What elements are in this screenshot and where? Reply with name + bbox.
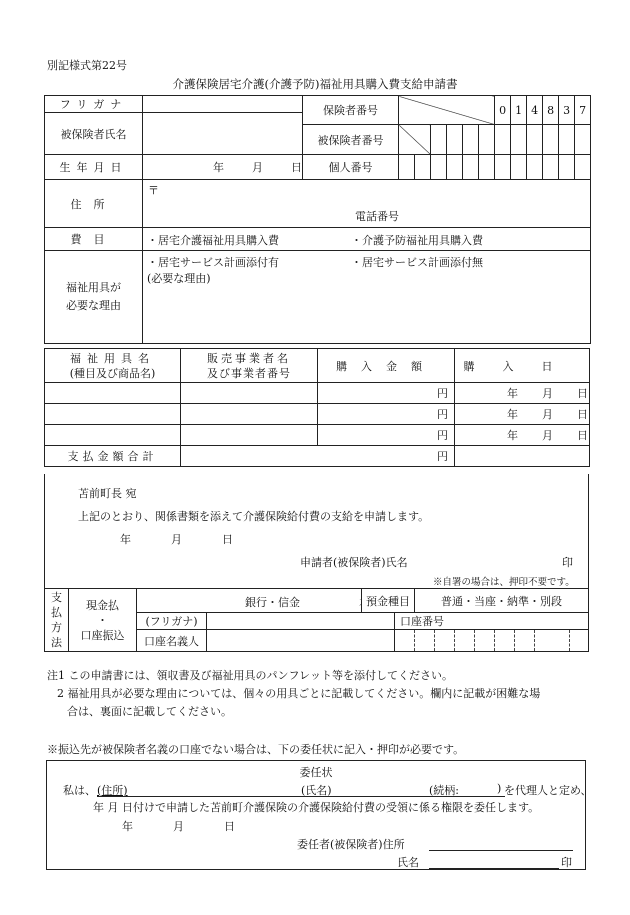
item-name-cell[interactable] (45, 425, 181, 446)
delegator-seal: 印 (561, 856, 572, 869)
reason-option-2[interactable]: ・居宅サービス計画添付無 (351, 256, 483, 269)
phone-label: 電話番号 (355, 210, 399, 223)
col-amount: 購入金額 (318, 349, 455, 383)
applicant-name-label: 申請者(被保険者)氏名 (300, 556, 408, 569)
signature-note: ※自署の場合は、押印不要です。 (433, 577, 575, 588)
delegator-address-label: 委任者(被保険者)住所 (297, 838, 405, 851)
furigana-label: フリガナ (45, 96, 143, 113)
applicant-table (44, 95, 591, 344)
vendor-cell[interactable] (181, 425, 318, 446)
table-row (45, 383, 590, 404)
individual-number-label: 個人番号 (303, 155, 399, 180)
proxy-name-label: (氏名) (301, 784, 332, 797)
payment-table (44, 588, 589, 652)
address-field[interactable] (143, 180, 591, 228)
payment-method-label: 支払方法 (45, 589, 69, 652)
proxy-line-2: 年 月 日付けで申請した苫前町介護保険の介護保険給付費の受領に係る権限を委任します。 (93, 801, 540, 814)
account-digit[interactable] (515, 630, 535, 652)
account-digit[interactable] (455, 630, 475, 652)
postal-mark: 〒 (148, 184, 159, 197)
amount-cell[interactable]: 円 (318, 383, 455, 404)
proxy-address-line[interactable] (97, 796, 289, 797)
note-2b: 合は、裏面に記載してください。 (67, 705, 232, 718)
proxy-line-prefix: 私は、 (63, 784, 96, 797)
insurer-number-slash (399, 96, 495, 125)
date-cell[interactable]: 年 月 日 (455, 425, 590, 446)
col-item-name: 福祉用具名 (種目及び商品名) (45, 349, 181, 383)
account-holder-field[interactable] (207, 630, 395, 652)
proxy-date[interactable]: 年 月 日 (122, 820, 235, 833)
insured-name-field[interactable] (143, 113, 303, 155)
insured-number-label: 被保険者番号 (303, 125, 399, 155)
reason-note: (必要な理由) (147, 272, 211, 285)
bank-field[interactable] (137, 589, 362, 613)
category-option-2[interactable]: ・介護予防福祉用具購入費 (351, 234, 483, 247)
table-row (45, 425, 590, 446)
reason-field[interactable] (143, 251, 591, 344)
insurer-digit-2: 1 (511, 96, 527, 125)
account-digit[interactable] (495, 630, 515, 652)
items-table (44, 348, 590, 467)
category-field[interactable] (143, 228, 591, 251)
account-digit[interactable] (570, 630, 589, 652)
deposit-type-label: 預金種目 (362, 589, 415, 613)
reason-label: 福祉用具が 必要な理由 (45, 251, 143, 344)
category-option-1[interactable]: ・居宅介護福祉用具購入費 (147, 234, 279, 247)
proxy-box (46, 760, 592, 870)
proxy-relation-label: (続柄: (429, 784, 459, 797)
delegator-name-line[interactable] (429, 868, 559, 869)
account-number-label: 口座番号 (395, 613, 589, 630)
form-title: 介護保険居宅介護(介護予防)福祉用具購入費支給申請書 (172, 77, 458, 91)
declaration-date[interactable]: 年 月 日 (120, 533, 233, 546)
proxy-name-line[interactable] (289, 796, 419, 797)
notes (47, 667, 607, 721)
account-holder-label: 口座名義人 (137, 630, 207, 652)
proxy-address-label: (住所) (97, 784, 128, 797)
birthdate-field[interactable] (143, 155, 303, 180)
insurer-digit-5: 3 (559, 96, 575, 125)
insurer-digit-3: 4 (527, 96, 543, 125)
addressee: 苫前町長 宛 (78, 487, 137, 500)
insurer-digit-4: 8 (543, 96, 559, 125)
item-name-cell[interactable] (45, 383, 181, 404)
bank-label: 銀行・信金 (245, 596, 300, 609)
proxy-relation-line[interactable] (419, 796, 505, 797)
address-label: 住所 (45, 180, 143, 228)
account-digit[interactable] (395, 630, 415, 652)
declaration-box (44, 474, 589, 589)
account-digit[interactable] (475, 630, 495, 652)
amount-cell[interactable]: 円 (318, 425, 455, 446)
vendor-cell[interactable] (181, 383, 318, 404)
furigana-field[interactable] (143, 96, 303, 113)
applicant-seal: 印 (562, 556, 573, 569)
total-label: 支払金額合計 (45, 446, 181, 467)
insurer-number-label: 保険者番号 (303, 96, 399, 125)
proxy-title: 委任状 (299, 766, 333, 779)
proxy-notice: ※振込先が被保険者名義の口座でない場合は、下の委任状に記入・押印が必要です。 (47, 743, 465, 756)
vendor-cell[interactable] (181, 404, 318, 425)
table-row (45, 404, 590, 425)
birthdate-day: 日 (291, 161, 302, 174)
note-2a: 2 福祉用具が必要な理由については、個々の用具ごとに記載してください。欄内に記載が困難な場 (57, 687, 541, 700)
insurer-digit-6: 7 (575, 96, 591, 125)
insured-number-slash (399, 125, 431, 155)
date-cell[interactable]: 年 月 日 (455, 383, 590, 404)
account-digit[interactable] (435, 630, 455, 652)
reason-option-1[interactable]: ・居宅サービス計画添付有 (147, 256, 279, 269)
total-blank (455, 446, 590, 467)
delegator-address-line[interactable] (429, 850, 573, 851)
item-name-cell[interactable] (45, 404, 181, 425)
branch-label (359, 594, 362, 610)
category-label: 費目 (45, 228, 143, 251)
note-1: 注1 この申請書には、領収書及び福祉用具のパンフレット等を添付してください。 (47, 669, 453, 682)
proxy-line-suffix: を代理人と定め、 (504, 784, 592, 797)
insured-name-label: 被保険者氏名 (45, 113, 143, 155)
birthdate-label: 生年月日 (45, 155, 143, 180)
total-amount[interactable]: 円 (181, 446, 455, 467)
proxy-relation-close: ) (497, 782, 502, 795)
cash-option[interactable]: 現金払 (86, 598, 119, 612)
birthdate-year: 年 (213, 161, 224, 174)
insurer-digit-1: 0 (495, 96, 511, 125)
account-digit[interactable] (535, 630, 570, 652)
amount-cell[interactable]: 円 (318, 404, 455, 425)
delegator-name-label: 氏名 (397, 856, 419, 869)
declaration-statement: 上記のとおり、関係書類を添えて介護保険給付費の支給を申請します。 (78, 510, 430, 523)
col-date: 購入日 (455, 349, 590, 383)
birthdate-month: 月 (252, 161, 263, 174)
date-cell[interactable]: 年 月 日 (455, 404, 590, 425)
account-furigana-field[interactable] (207, 613, 395, 630)
account-digit[interactable] (415, 630, 435, 652)
furigana-label-bank: (フリガナ) (137, 613, 207, 630)
col-vendor: 販売事業者名 及び事業者番号 (181, 349, 318, 383)
payment-method-options[interactable]: 現金払 ・ 口座振込 (69, 589, 137, 652)
transfer-option[interactable]: 口座振込 (80, 628, 125, 642)
deposit-type-options[interactable]: 普通・当座・納準・別段 (415, 589, 589, 613)
form-code: 別記様式第22号 (47, 59, 127, 72)
